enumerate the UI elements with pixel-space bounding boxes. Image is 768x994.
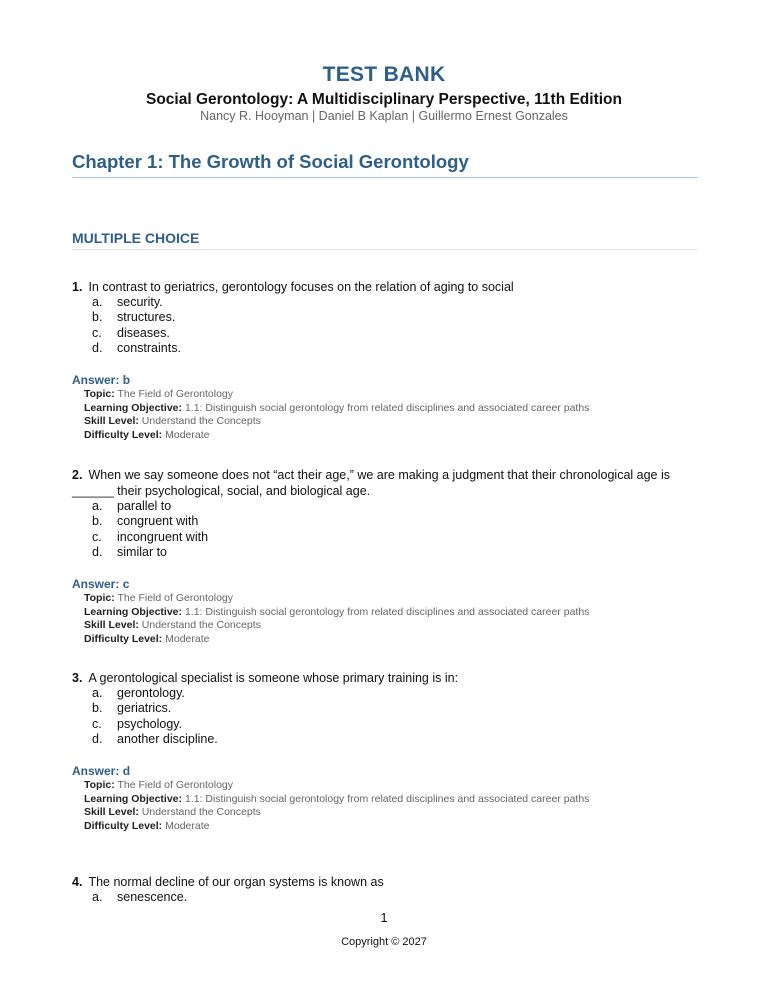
option-d: d. another discipline.: [92, 731, 218, 746]
chapter-heading: Chapter 1: The Growth of Social Gerontology: [72, 151, 469, 172]
question-stem: [72, 279, 702, 295]
section-divider: [72, 249, 698, 250]
question-4: [72, 874, 702, 905]
question-2: [72, 467, 702, 647]
question-number: 3.: [72, 671, 83, 685]
objective-line: Learning Objective: 1.1: Distinguish social gerontology from related disciplines and associated career paths: [84, 605, 590, 618]
book-title: Social Gerontology: A Multidisciplinary Perspective, 11th Edition: [145, 91, 622, 108]
question-stem: [72, 874, 702, 890]
document-title: TEST BANK: [322, 63, 446, 86]
section-heading: MULTIPLE CHOICE: [72, 230, 200, 246]
skill-line: Skill Level: Understand the Concepts: [84, 806, 261, 819]
topic-line: Topic: The Field of Gerontology: [84, 779, 234, 792]
answer-label: Answer: d: [72, 764, 131, 779]
skill-line: Skill Level: Understand the Concepts: [84, 415, 261, 428]
option-b: b. structures.: [92, 310, 176, 325]
option-d: d. similar to: [92, 544, 168, 559]
objective-line: Learning Objective: 1.1: Distinguish social gerontology from related disciplines and associated career paths: [84, 401, 590, 414]
option-list: [72, 686, 702, 747]
page-number: 1: [380, 910, 388, 925]
option-list: [72, 499, 702, 560]
question-text: In contrast to geriatrics, gerontology focuses on the relation of aging to social: [88, 280, 514, 294]
topic-line: Topic: The Field of Gerontology: [84, 388, 234, 401]
objective-line: Learning Objective: 1.1: Distinguish social gerontology from related disciplines and associated career paths: [84, 792, 590, 805]
difficulty-line: Difficulty Level: Moderate: [84, 819, 210, 832]
option-b: b. geriatrics.: [92, 701, 172, 716]
question-3: [72, 670, 702, 834]
option-a: a. parallel to: [92, 499, 172, 513]
question-1: [72, 279, 702, 443]
question-text: A gerontological specialist is someone whose primary training is in:: [88, 671, 459, 685]
question-text: The normal decline of our organ systems is known as: [88, 875, 384, 889]
question-stem: [72, 670, 702, 686]
question-number: 1.: [72, 280, 83, 294]
option-c: c. incongruent with: [92, 529, 209, 544]
answer-block: [72, 577, 702, 646]
topic-line: Topic: The Field of Gerontology: [84, 592, 234, 605]
answer-block: [72, 764, 702, 833]
authors-line: Nancy R. Hooyman | Daniel B Kaplan | Guillermo Ernest Gonzales: [200, 109, 568, 123]
option-d: d. constraints.: [92, 340, 181, 355]
answer-block: [72, 373, 702, 442]
question-text: When we say someone does not “act their age,” we are making a judgment that their chronological age is ______ their psychological, social, and biological age.: [72, 468, 671, 498]
option-c: c. diseases.: [92, 325, 170, 340]
option-a: a. security.: [92, 295, 163, 309]
question-number: 2.: [72, 468, 83, 482]
difficulty-line: Difficulty Level: Moderate: [84, 632, 210, 645]
question-number: 4.: [72, 875, 83, 889]
answer-label: Answer: b: [72, 373, 131, 388]
option-b: b. congruent with: [92, 514, 199, 529]
option-a: a. senescence.: [92, 890, 188, 904]
copyright-notice: Copyright © 2027: [341, 936, 427, 948]
skill-line: Skill Level: Understand the Concepts: [84, 619, 261, 632]
question-stem: [72, 467, 702, 499]
option-list: [72, 295, 702, 356]
option-list: [72, 890, 702, 905]
chapter-divider: [72, 177, 698, 178]
answer-label: Answer: c: [72, 577, 130, 592]
option-a: a. gerontology.: [92, 686, 185, 700]
difficulty-line: Difficulty Level: Moderate: [84, 428, 210, 441]
option-c: c. psychology.: [92, 716, 183, 731]
